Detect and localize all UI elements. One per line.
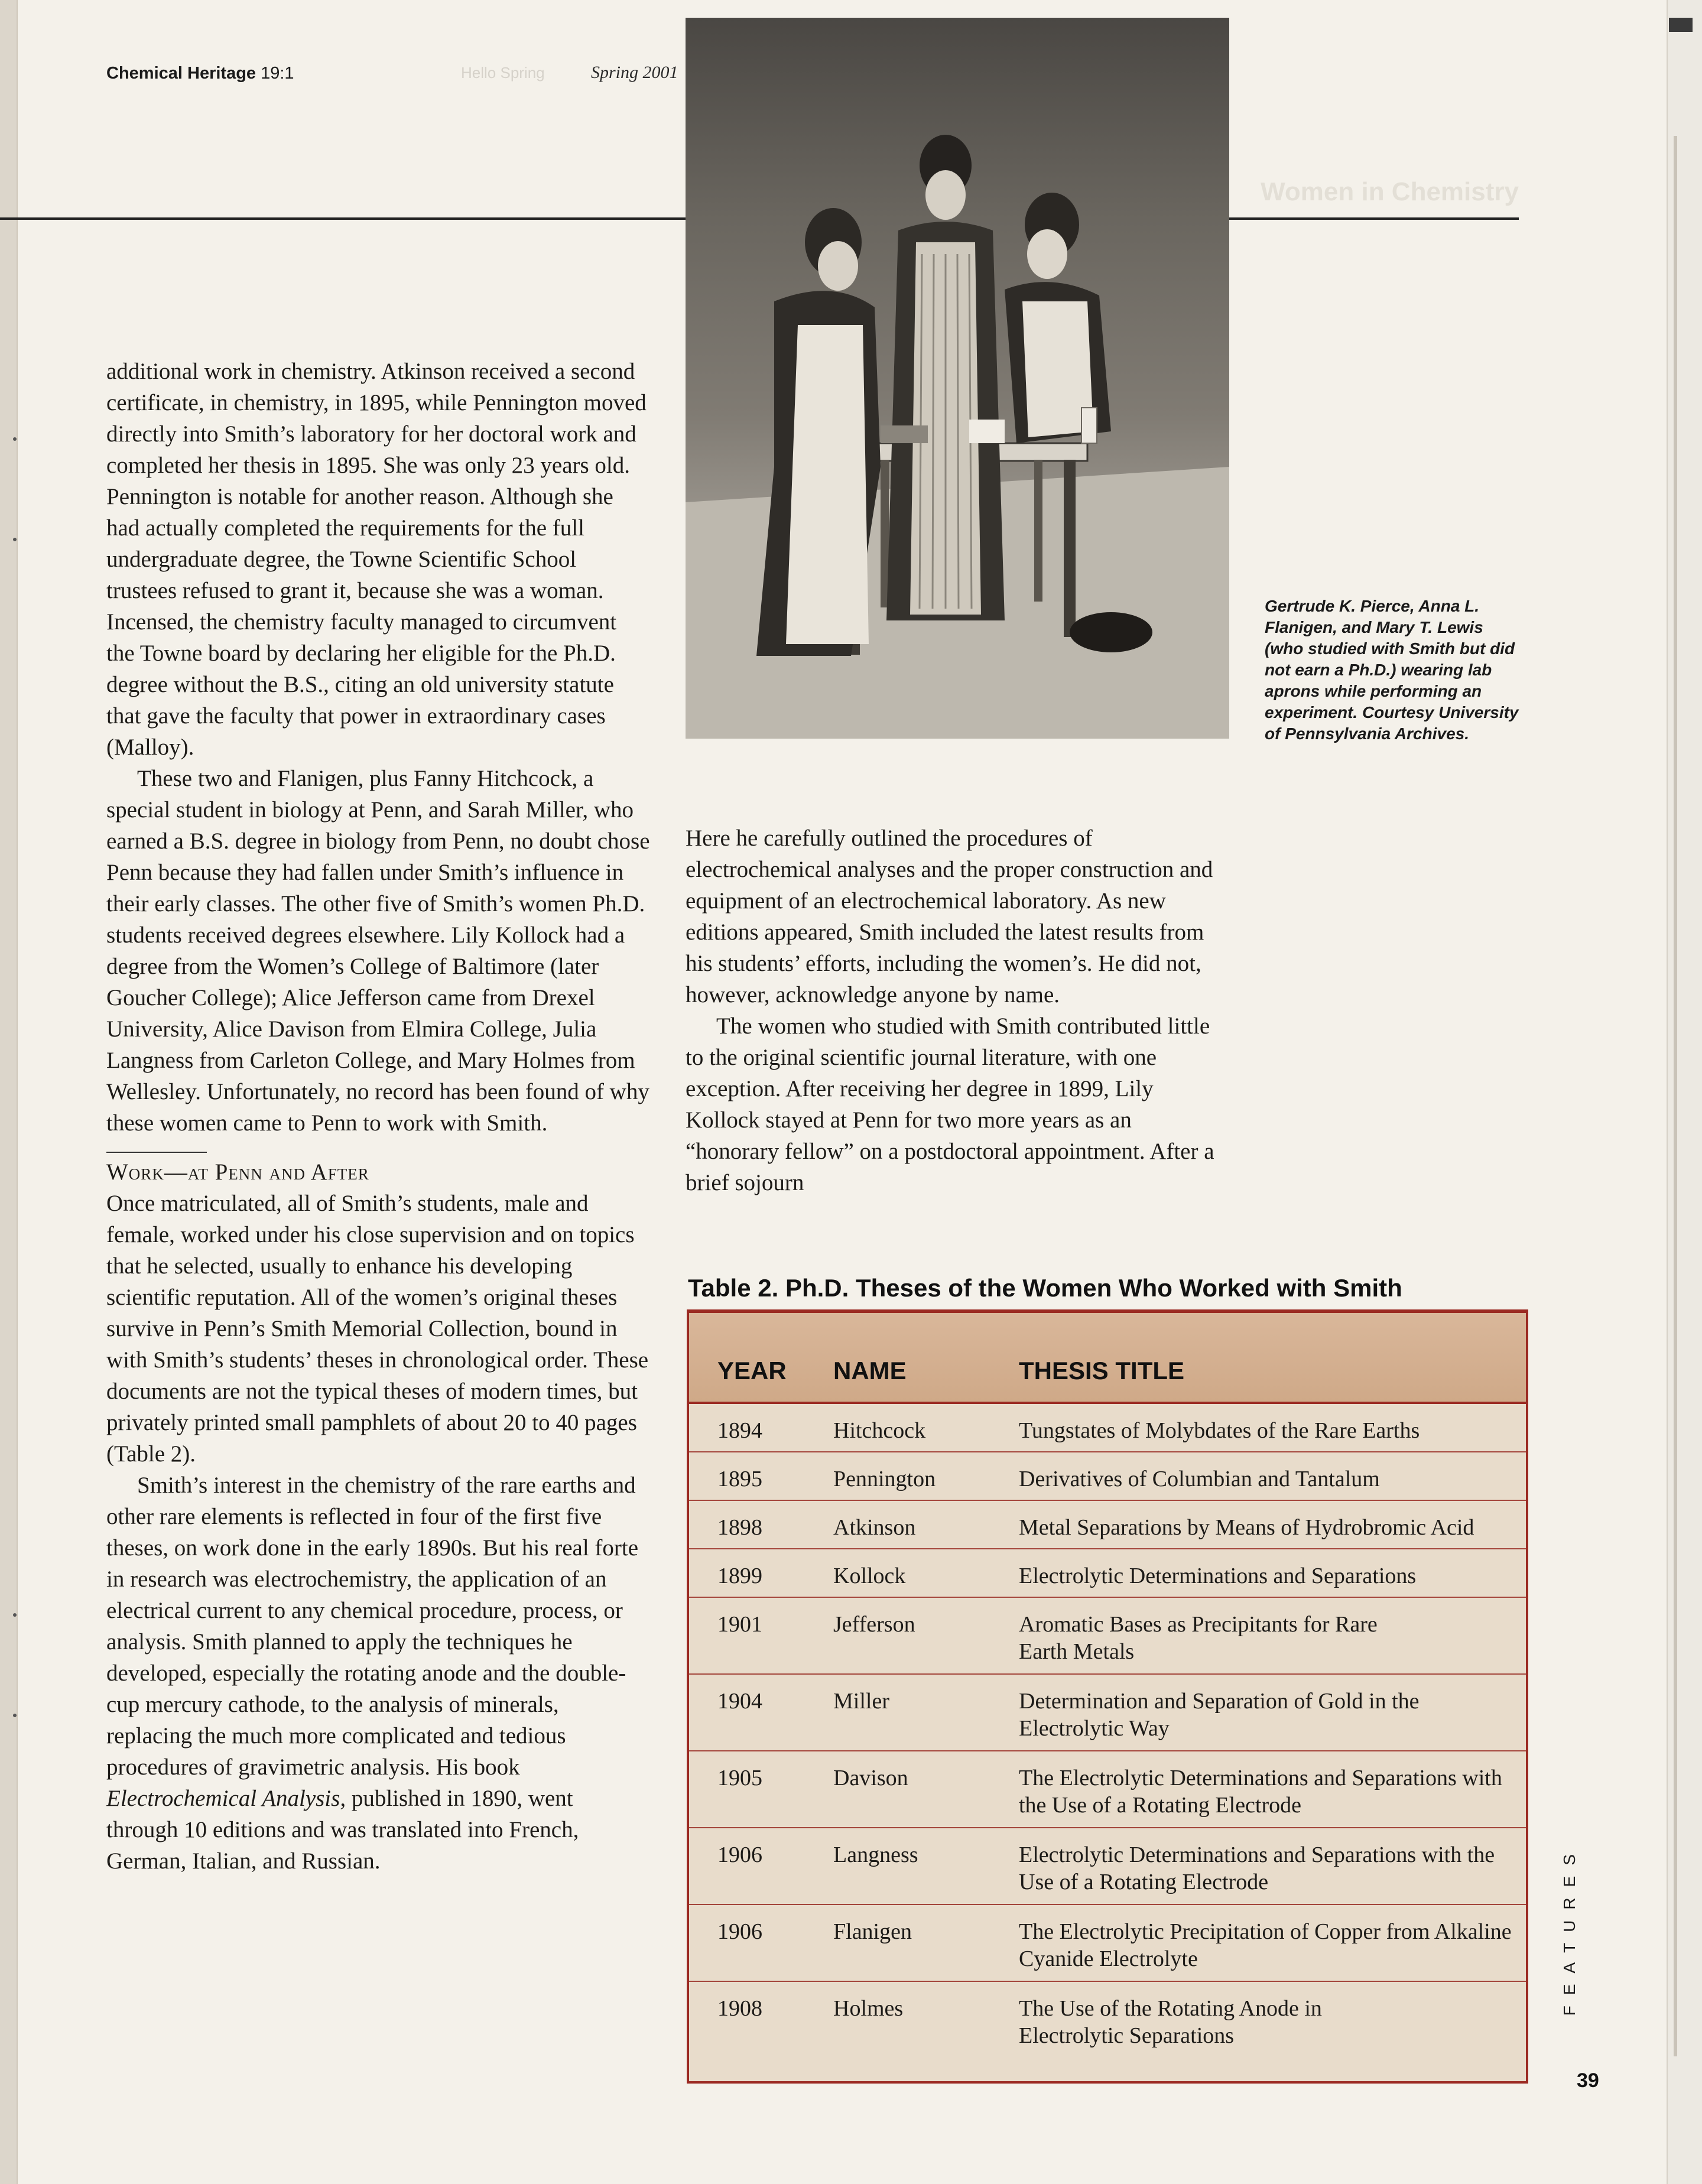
table-row	[689, 1828, 1526, 1905]
body-text: published in 1890, went through 10 editions and was translated into French, German, Italian, and Russian.	[106, 1786, 579, 1874]
header-year: YEAR	[717, 1357, 787, 1384]
binding-dot	[13, 538, 17, 541]
scan-tab-marker	[1669, 18, 1693, 32]
cell-name: Holmes	[833, 1996, 904, 2021]
book-title: Electrochemical Analysis,	[106, 1786, 346, 1811]
historical-photograph	[686, 18, 1229, 739]
photo-illustration	[686, 18, 1229, 739]
cell-year: 1905	[717, 1766, 762, 1790]
section-subheading	[106, 1152, 650, 1188]
binding-dot	[13, 1613, 17, 1617]
subheading-text: Work—at Penn and After	[106, 1159, 369, 1185]
header-thesis-title: THESIS TITLE	[1019, 1357, 1185, 1384]
table-row	[689, 1452, 1526, 1501]
cell-name: Jefferson	[833, 1612, 915, 1637]
body-paragraph: additional work in chemistry. Atkinson received a second certificate, in chemistry, in 1895, while Pennington moved directly into Smith’s laboratory for her doctoral work and completed her thesis in 1895. She was only 23 years old. Pennington is notable for another reason. Although she had actually completed the requirements for the full undergraduate degree, the Towne Scientific School trustees refused to grant it, because she was a woman. Incensed, the chemistry faculty managed to circumvent the Towne board by declaring her eligible for the Ph.D. degree without the B.S., citing an old university statute that gave the faculty that power in extraordinary cases (Malloy).	[106, 359, 647, 760]
table-row	[689, 1404, 1526, 1452]
photo-caption: Gertrude K. Pierce, Anna L. Flanigen, and Mary T. Lewis (who studied with Smith but did not earn a Ph.D.) wearing lab aprons while performing an experiment. Courtesy University of Pennsylvania Archives.	[1265, 597, 1519, 743]
scan-binding-bar	[1674, 136, 1677, 2056]
body-text: Smith’s interest in the chemistry of the rare earths and other rare elements is reflected in four of the first five theses, on work done in the early 1890s. But his real forte in research was electrochemistry, the application of an electrical current to any chemical procedure, process, or analysis. Smith planned to apply the techniques he developed, especially the rotating anode and the double-cup mercury cathode, to the analysis of minerals, replacing the much more complicated and tedious procedures of gravimetric analysis. His book	[106, 1473, 639, 1780]
header-ghost-text: Hello Spring	[461, 64, 545, 82]
cell-name: Atkinson	[833, 1515, 916, 1540]
cell-title: The Electrolytic Precipitation of Copper from Alkaline Cyanide Electrolyte	[1019, 1919, 1512, 1971]
left-text-column	[106, 356, 650, 1877]
cell-name: Pennington	[833, 1467, 936, 1491]
cell-year: 1894	[717, 1418, 762, 1443]
binding-dot	[13, 437, 17, 441]
table-row	[689, 1549, 1526, 1598]
cell-year: 1901	[717, 1612, 762, 1637]
cell-year: 1906	[717, 1842, 762, 1867]
cell-name: Hitchcock	[833, 1418, 926, 1443]
cell-year: 1898	[717, 1515, 762, 1540]
header-rule	[0, 217, 686, 220]
cell-name: Langness	[833, 1842, 918, 1867]
issue-date: Spring 2001	[591, 63, 678, 82]
cell-title: Metal Separations by Means of Hydrobromic Acid	[1019, 1515, 1474, 1540]
table-title: Table 2. Ph.D. Theses of the Women Who Worked with Smith	[688, 1274, 1402, 1302]
subheading-rule	[106, 1152, 207, 1153]
cell-name: Kollock	[833, 1564, 906, 1588]
journal-issue: 19:1	[261, 64, 294, 83]
table-row	[689, 1982, 1526, 2058]
cell-title: Determination and Separation of Gold in the Electrolytic Way	[1019, 1689, 1420, 1741]
cell-title: Derivatives of Columbian and Tantalum	[1019, 1467, 1380, 1491]
table-row	[689, 1751, 1526, 1828]
section-label: FEATURES	[1560, 1844, 1578, 2016]
table-header-row	[689, 1313, 1526, 1404]
table-row	[689, 1598, 1526, 1675]
scan-left-edge	[0, 0, 18, 2184]
cell-year: 1908	[717, 1996, 762, 2021]
table-row	[689, 1501, 1526, 1549]
journal-name: Chemical Heritage	[106, 64, 256, 83]
binding-dot	[13, 1714, 17, 1717]
journal-header	[106, 64, 294, 83]
body-paragraph: The women who studied with Smith contributed little to the original scientific journal literature, with one exception. After receiving her degree in 1899, Lily Kollock stayed at Penn for two more years as an “honorary fellow” on a postdoctoral appointment. After a brief sojourn	[686, 1013, 1214, 1195]
body-paragraph: These two and Flanigen, plus Fanny Hitchcock, a special student in biology at Penn, and Sarah Miller, who earned a B.S. degree in biology from Penn, no doubt chose Penn because they had fallen under Smith’s influence in their early classes. The other five of Smith’s women Ph.D. students received degrees elsewhere. Lily Kollock had a degree from the Women’s College of Baltimore (later Goucher College); Alice Jefferson came from Drexel University, Alice Davison from Elmira College, Julia Langness from Carleton College, and Mary Holmes from Wellesley. Unfortunately, no record has been found of why these women came to Penn to work with Smith.	[106, 766, 650, 1136]
body-paragraph	[106, 1470, 650, 1877]
cell-year: 1895	[717, 1467, 762, 1491]
cell-title: The Electrolytic Determinations and Separations with the Use of a Rotating Electrode	[1019, 1766, 1502, 1818]
cell-year: 1899	[717, 1564, 762, 1588]
header-rule	[1229, 217, 1519, 220]
section-ghost-heading: Women in Chemistry	[1261, 177, 1519, 206]
middle-text-column	[686, 823, 1229, 1198]
cell-title: Electrolytic Determinations and Separations	[1019, 1564, 1417, 1588]
cell-year: 1904	[717, 1689, 762, 1714]
cell-name: Davison	[833, 1766, 908, 1790]
body-paragraph: Here he carefully outlined the procedures of electrochemical analyses and the proper construction and equipment of an electrochemical laboratory. As new editions appeared, Smith included the latest results from his students’ efforts, including the women’s. He did not, however, acknowledge anyone by name.	[686, 826, 1213, 1008]
page-number: 39	[1577, 2069, 1599, 2092]
theses-table	[687, 1309, 1528, 2084]
cell-title: Electrolytic Determinations and Separations with the Use of a Rotating Electrode	[1019, 1842, 1495, 1894]
cell-year: 1906	[717, 1919, 762, 1944]
table-row	[689, 1675, 1526, 1751]
cell-title: The Use of the Rotating Anode in Electrolytic Separations	[1019, 1996, 1322, 2048]
body-paragraph: Once matriculated, all of Smith’s students, male and female, worked under his close supervision and on topics that he selected, usually to enhance his developing scientific reputation. All of the women’s original theses survive in Penn’s Smith Memorial Collection, bound in with Smith’s students’ theses in chronological order. These documents are not the typical theses of modern times, but privately printed small pamphlets of about 20 to 40 pages (Table 2).	[106, 1191, 649, 1467]
cell-title: Aromatic Bases as Precipitants for Rare Earth Metals	[1019, 1612, 1378, 1664]
header-name: NAME	[833, 1357, 907, 1384]
cell-name: Flanigen	[833, 1919, 912, 1944]
cell-title: Tungstates of Molybdates of the Rare Earths	[1019, 1418, 1420, 1443]
scan-right-edge	[1667, 0, 1702, 2184]
cell-name: Miller	[833, 1689, 889, 1714]
table-row	[689, 1905, 1526, 1982]
